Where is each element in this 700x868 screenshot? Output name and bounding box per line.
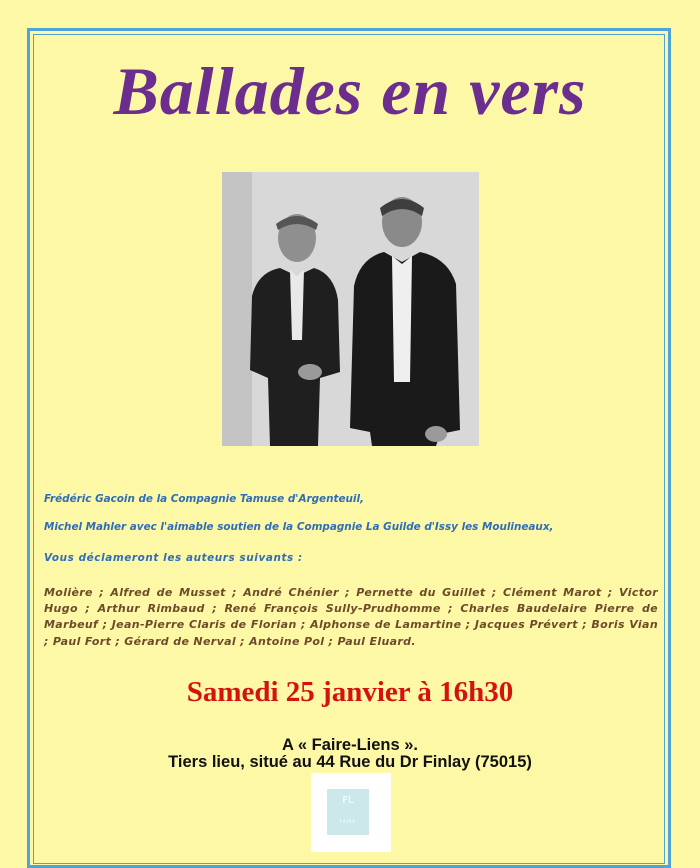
intro-line-2: Michel Mahler avec l'aimable soutien de la Compagnie La Guilde d'Issy les Moulineaux,	[44, 521, 554, 533]
performers-photo	[222, 172, 479, 446]
faire-liens-logo	[311, 773, 391, 852]
poster-title: Ballades en vers	[113, 53, 587, 129]
intro-line-1: Frédéric Gacoin de la Compagnie Tamuse d'Argenteuil,	[44, 493, 364, 505]
logo-text: FL	[342, 795, 354, 806]
venue-name: A « Faire-Liens ».	[281, 736, 419, 754]
venue-address: Tiers lieu, situé au 44 Rue du Dr Finlay (75015)	[168, 753, 532, 771]
authors-list: Molière ; Alfred de Musset ; André Chénier ; Pernette du Guillet ; Clément Marot ; Victor Hugo ; Arthur Rimbaud ; René François Sully-Prudhomme ; Charles Baudelaire Pierre de Marbeuf ; Jean-Pierre Claris de Florian ; Alphonse de Lamartine ; Jacques Prévert ; Boris Vian ; Paul Fort ; Gérard de Nerval ; Antoine Pol ; Paul Eluard.	[44, 586, 658, 648]
logo-mark	[327, 789, 369, 835]
intro-line-3: Vous déclameront les auteurs suivants :	[44, 552, 303, 564]
logo-subtext: FAIRE	[339, 819, 357, 824]
event-date: Samedi 25 janvier à 16h30	[186, 676, 514, 708]
